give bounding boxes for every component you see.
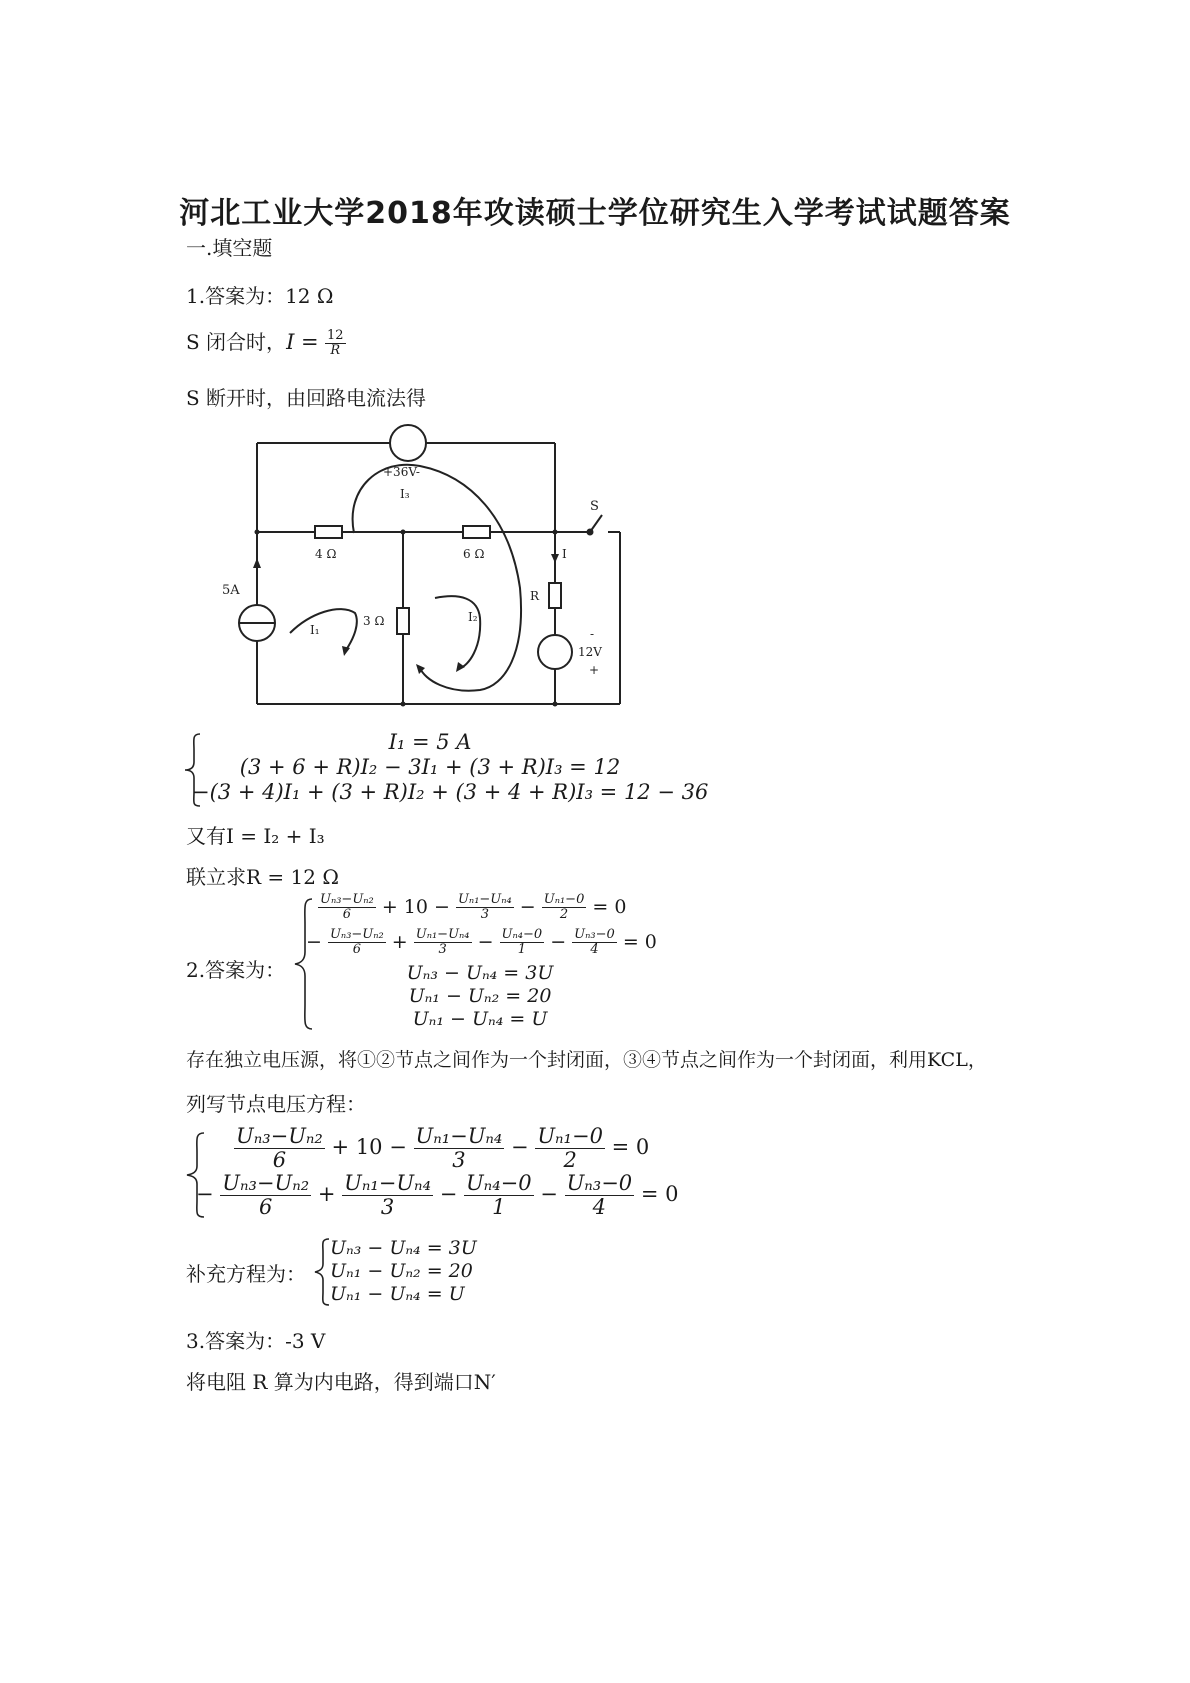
q2-full1-frac-c — [535, 1125, 605, 1172]
label-12v: 12V — [578, 645, 602, 659]
label-3ohm: 3 Ω — [363, 614, 385, 628]
q2-full2-minus-2: − — [540, 1182, 558, 1207]
q2-s1-c-num: Uₙ₁−0 — [543, 892, 585, 907]
q2-s2-c-den: 1 — [517, 942, 526, 958]
q2-full1-c-num: Uₙ₁−0 — [537, 1124, 603, 1148]
q2-full2-b-den: 3 — [380, 1195, 395, 1220]
q2-full2-frac-d — [565, 1172, 635, 1219]
q2-s4: Uₙ₁ − Uₙ₂ = 20 — [408, 985, 552, 1007]
q2-s5: Uₙ₁ − Uₙ₄ = U — [412, 1008, 548, 1030]
q1-closed-prefix: S 闭合时， — [186, 330, 287, 354]
q2-full2-minus-1: − — [439, 1182, 458, 1207]
q2-answer: 2.答案为： — [186, 958, 286, 982]
node-a — [255, 530, 260, 535]
section-heading: 一.填空题 — [186, 236, 273, 260]
loop-i3-arrow — [353, 465, 521, 691]
q1-eq1: I₁ = 5 A — [388, 730, 472, 754]
q2-s2-d-num: Uₙ₃−0 — [574, 927, 615, 942]
label-36v: +36V- — [383, 465, 420, 479]
q2-full1-b-num: Uₙ₁−Uₙ₄ — [415, 1124, 503, 1148]
q2-s2-minus-2: − — [550, 930, 567, 953]
arrow-head-5a — [253, 558, 261, 568]
q1-solve: 联立求R = 12 Ω — [186, 865, 339, 889]
resistor-4ohm — [315, 526, 342, 538]
q2-s2-frac-a — [328, 928, 386, 958]
q2-full-eq1 — [234, 1125, 649, 1172]
q2-s2-a-den: 6 — [352, 942, 361, 958]
q2-s1-a-den: 6 — [342, 907, 352, 923]
q2-full1-c-den: 2 — [563, 1148, 577, 1173]
q1-open-text: S 断开时，由回路电流法得 — [186, 386, 427, 410]
q2-s1-frac-b — [456, 893, 514, 923]
resistor-r — [549, 583, 561, 608]
label-12v-plus: + — [589, 663, 600, 677]
q2-s2-d-den: 4 — [590, 942, 599, 958]
q2-full2-frac-b — [342, 1172, 433, 1219]
q2-s2-rhs: = 0 — [622, 930, 657, 953]
q1-closed-den: R — [330, 343, 341, 358]
q2-supp-brace — [312, 1236, 332, 1308]
voltage-source-12v — [538, 635, 572, 669]
q2-full1-a-den: 6 — [272, 1148, 287, 1173]
arrow-head-i1 — [342, 646, 350, 656]
q2-s1-b-num: Uₙ₁−Uₙ₄ — [457, 892, 512, 907]
q2-s2-frac-c — [500, 928, 545, 958]
q2-s1-a-num: Uₙ₃−Uₙ₂ — [320, 892, 374, 907]
q2-s2-b-den: 3 — [438, 942, 447, 958]
q2-system-brace — [292, 896, 316, 1032]
label-i: I — [562, 547, 567, 561]
node-b — [401, 530, 406, 535]
loop-i2-arrow — [435, 596, 480, 668]
q2-s2-frac-b — [414, 928, 472, 958]
q2-s3: Uₙ₃ − Uₙ₄ = 3U — [406, 962, 554, 984]
label-i1: I₁ — [310, 623, 320, 637]
switch-pivot — [588, 530, 593, 535]
q1-closed-lhs: I = — [286, 330, 319, 354]
q2-full2-c-den: 1 — [492, 1195, 506, 1220]
page-title: 河北工业大学2018年攻读硕士学位研究生入学考试试题答案 — [179, 196, 1011, 231]
q2-s1-c-den: 2 — [559, 907, 569, 923]
label-12v-minus: - — [590, 627, 595, 641]
resistor-3ohm — [397, 608, 409, 634]
q2-full2-a-den: 6 — [259, 1195, 273, 1220]
q2-full2-lead-minus: − — [196, 1182, 214, 1207]
q2-full2-rhs: = 0 — [640, 1182, 679, 1207]
q2-full1-frac-b — [414, 1125, 505, 1172]
circuit-diagram — [220, 418, 640, 710]
q2-s2-a-num: Uₙ₃−Uₙ₂ — [329, 927, 384, 942]
q2-note1: 存在独立电压源，将①②节点之间作为一个封闭面，③④节点之间作为一个封闭面，利用KCL， — [186, 1049, 987, 1071]
label-5a: 5A — [222, 583, 240, 598]
label-r: R — [530, 589, 540, 603]
q2-s1-frac-c — [542, 893, 587, 923]
q2-s1-minus: − — [519, 895, 536, 918]
q2-full2-frac-a — [220, 1172, 311, 1219]
q2-s2-lead-minus: − — [306, 930, 322, 953]
q2-s2-c-num: Uₙ₄−0 — [501, 927, 543, 942]
node-c — [553, 530, 558, 535]
q1-answer: 1.答案为：12 Ω — [186, 284, 334, 308]
loop-i1-arrow — [290, 609, 357, 650]
q2-s1-frac-a — [318, 893, 376, 923]
q2-s1-rhs: = 0 — [592, 895, 627, 918]
q2-s2-plus: + — [391, 930, 408, 953]
q2-s2 — [306, 928, 657, 958]
q2-supp-label: 补充方程为： — [186, 1262, 306, 1286]
q1-eq3: −(3 + 4)I₁ + (3 + R)I₂ + (3 + 4 + R)I₃ = 12 − 36 — [192, 780, 709, 804]
label-i2: I₂ — [468, 610, 478, 624]
q3-text: 将电阻 R 算为内电路，得到端口N′ — [186, 1370, 496, 1394]
q2-supp-eq2: Uₙ₁ − Uₙ₂ = 20 — [330, 1260, 473, 1282]
q1-closed-fraction — [325, 329, 346, 359]
q2-supp-eq3: Uₙ₁ − Uₙ₄ = U — [330, 1283, 465, 1305]
q2-s1 — [318, 893, 626, 923]
q2-full1-minus: − — [511, 1135, 529, 1160]
q1-closed-line — [186, 326, 346, 358]
q2-full1-rhs: = 0 — [611, 1135, 650, 1160]
q2-full2-a-num: Uₙ₃−Uₙ₂ — [222, 1171, 310, 1195]
q1-also: 又有I = I₂ + I₃ — [186, 824, 325, 848]
label-switch: S — [590, 499, 599, 514]
arrow-head-i2 — [456, 662, 465, 672]
q1-eq2: (3 + 6 + R)I₂ − 3I₁ + (3 + R)I₃ = 12 — [239, 755, 621, 779]
q2-full2-b-num: Uₙ₁−Uₙ₄ — [344, 1171, 431, 1195]
q2-full2-plus: + — [317, 1182, 336, 1207]
q2-full2-c-num: Uₙ₄−0 — [465, 1171, 532, 1195]
q2-s1-b-den: 3 — [480, 907, 489, 923]
node-d — [401, 702, 406, 707]
label-6ohm: 6 Ω — [463, 547, 485, 561]
q1-closed-num: 12 — [327, 327, 344, 343]
q2-full2-d-den: 4 — [592, 1195, 607, 1220]
q2-s2-b-num: Uₙ₁−Uₙ₄ — [415, 927, 470, 942]
node-e — [553, 702, 558, 707]
q2-supp-eq1: Uₙ₃ − Uₙ₄ = 3U — [330, 1237, 477, 1259]
label-i3: I₃ — [400, 487, 410, 501]
resistor-6ohm — [463, 526, 490, 538]
q2-full1-b-den: 3 — [452, 1148, 466, 1173]
q3-answer: 3.答案为：-3 V — [186, 1329, 326, 1353]
q2-full-eq2 — [196, 1172, 678, 1219]
q2-full1-mid: + 10 − — [331, 1135, 407, 1160]
voltage-source-36v — [390, 425, 426, 461]
arrow-head-i — [551, 554, 559, 563]
q2-s2-frac-d — [572, 928, 617, 958]
q2-full2-d-num: Uₙ₃−0 — [566, 1171, 633, 1195]
q2-note2: 列写节点电压方程： — [186, 1092, 366, 1116]
q2-s1-mid: + 10 − — [381, 895, 450, 918]
q2-s2-minus-1: − — [477, 930, 494, 953]
label-4ohm: 4 Ω — [315, 547, 337, 561]
q2-full1-a-num: Uₙ₃−Uₙ₂ — [236, 1124, 323, 1148]
q2-full2-frac-c — [464, 1172, 534, 1219]
q2-full1-frac-a — [234, 1125, 325, 1172]
